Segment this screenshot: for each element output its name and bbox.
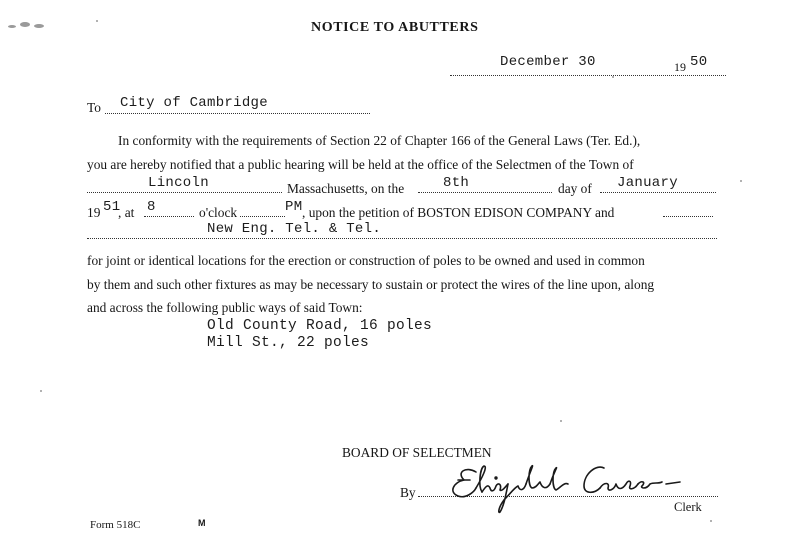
at-text: , at — [118, 205, 135, 220]
hour-line — [144, 216, 194, 217]
date-line — [450, 75, 726, 76]
document-title: NOTICE TO ABUTTERS — [311, 20, 479, 35]
month-line — [600, 192, 716, 193]
scan-speck — [96, 20, 98, 22]
month-name: January — [617, 175, 678, 191]
ampm-line — [240, 216, 285, 217]
town-line — [87, 192, 282, 193]
by-label: By — [400, 485, 416, 500]
scan-speck — [612, 76, 614, 78]
clerk-label: Clerk — [674, 500, 702, 514]
other-company-line — [87, 238, 717, 239]
other-company: New Eng. Tel. & Tel. — [207, 221, 382, 237]
location-item: Old County Road, 16 poles — [207, 318, 433, 334]
petition-blank-line — [663, 216, 713, 217]
date-year-prefix: 19 — [674, 60, 686, 74]
scan-speck — [560, 420, 562, 422]
day-line — [418, 192, 552, 193]
day-of-text: day of — [558, 181, 592, 196]
scan-speck — [740, 180, 742, 182]
paragraph1-line1: In conformity with the requirements of Section 22 of Chapter 166 of the General Laws (Ter. Ed.), — [118, 133, 641, 148]
addressee-name: City of Cambridge — [120, 95, 268, 111]
ampm-value: PM — [285, 199, 303, 215]
hour-value: 8 — [147, 199, 156, 215]
scan-smudge — [8, 25, 16, 28]
printer-mark: M — [198, 518, 206, 528]
hearing-year-prefix: 19 — [87, 205, 101, 220]
date-year-suffix: 50 — [690, 54, 708, 70]
paragraph2-line3: and across the following public ways of said Town: — [87, 300, 363, 315]
paragraph2-line1: for joint or identical locations for the erection or construction of poles to be owned and used in common — [87, 253, 645, 268]
location-item: Mill St., 22 poles — [207, 335, 370, 351]
paragraph2-line2: by them and such other fixtures as may be necessary to sustain or protect the wires of the line upon, along — [87, 277, 655, 292]
scan-smudge — [20, 22, 30, 27]
hearing-year-suffix: 51 — [103, 199, 121, 215]
handwritten-signature — [428, 458, 688, 516]
day-number: 8th — [443, 175, 470, 191]
massachusetts-text: Massachusetts, on the — [287, 181, 405, 196]
addressee-line — [105, 113, 370, 114]
scan-speck — [710, 520, 712, 522]
to-label: To — [87, 100, 101, 115]
board-title: BOARD OF SELECTMEN — [342, 445, 492, 460]
date-text: December 30 — [500, 54, 596, 70]
petition-text: , upon the petition of BOSTON EDISON COMPANY and — [302, 205, 615, 220]
form-number: Form 518C — [90, 519, 141, 531]
scan-smudge — [34, 24, 44, 28]
paragraph1-line2: you are hereby notified that a public hearing will be held at the office of the Selectmen of the Town of — [87, 157, 634, 172]
signature-drawing — [428, 458, 688, 516]
town-name: Lincoln — [148, 175, 209, 191]
scan-speck — [40, 390, 42, 392]
oclock-text: o'clock — [199, 205, 238, 220]
